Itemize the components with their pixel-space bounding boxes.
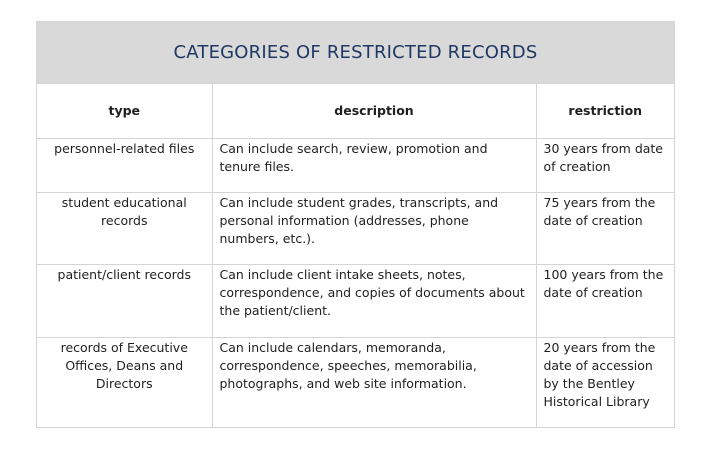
cell-description: Can include search, review, promotion and tenure files. — [212, 138, 536, 192]
header-type: type — [37, 84, 212, 138]
table-title-bar — [37, 22, 674, 84]
cell-type: student educational records — [37, 192, 212, 264]
table-row — [37, 138, 674, 192]
cell-description: Can include student grades, transcripts, and personal information (addresses, phone numbers, etc.). — [212, 192, 536, 264]
header-row — [37, 84, 674, 138]
cell-type: records of Executive Offices, Deans and Directors — [37, 337, 212, 427]
cell-restriction: 100 years from the date of creation — [536, 264, 674, 337]
cell-type: patient/client records — [37, 264, 212, 337]
header-restriction: restriction — [536, 84, 674, 138]
cell-description: Can include calendars, memoranda, correspondence, speeches, memorabilia, photographs, and web site information. — [212, 337, 536, 427]
restricted-records-table-frame — [36, 21, 675, 428]
table-row — [37, 264, 674, 337]
cell-restriction: 30 years from date of creation — [536, 138, 674, 192]
table-row — [37, 337, 674, 427]
table-title: CATEGORIES OF RESTRICTED RECORDS — [173, 42, 538, 63]
cell-type: personnel-related files — [37, 138, 212, 192]
header-description: description — [212, 84, 536, 138]
cell-restriction: 75 years from the date of creation — [536, 192, 674, 264]
restricted-records-table — [37, 84, 674, 427]
table-row — [37, 192, 674, 264]
cell-description: Can include client intake sheets, notes, correspondence, and copies of documents about the patient/client. — [212, 264, 536, 337]
cell-restriction: 20 years from the date of accession by the Bentley Historical Library — [543, 339, 656, 409]
